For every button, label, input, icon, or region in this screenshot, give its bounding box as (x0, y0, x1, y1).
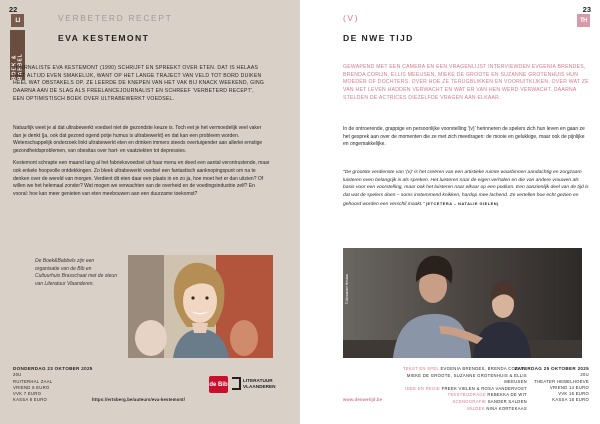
logo-line: LITERATUUR (243, 378, 273, 384)
event-line: VVK 7 EURO (13, 391, 42, 397)
section-tag-icon: LI (11, 14, 24, 27)
credit-row (386, 406, 527, 413)
article-kicker: VERBETERD RECEPT (58, 13, 173, 23)
event-line: KASSA 8 EURO (13, 397, 48, 403)
section-vertical-label: BOEK & BABBEL (10, 30, 25, 80)
credit-row (386, 373, 527, 386)
credit-value: NINA KORTEKAAS (486, 405, 527, 411)
credit-value: SANDER SALDEN (487, 398, 527, 404)
photo-credit: © Alexander Hesbos (345, 273, 349, 304)
literatuur-vlaanderen-text (243, 378, 276, 389)
event-details (13, 366, 93, 404)
event-line: VVK 16 EURO (558, 391, 589, 397)
credit-row (386, 399, 527, 406)
credit-value: FREEK VIELEN & ROSA VANDERVOST (441, 385, 527, 391)
credit-row (386, 366, 527, 373)
press-quote (343, 169, 590, 209)
event-line: VRIEND 14 EURO (549, 384, 589, 390)
quote-credit: (ETCETERA – NATALIE GIELEN) (425, 200, 499, 206)
article-headline: DE NWE TIJD (343, 33, 414, 43)
author-portrait-image (128, 255, 273, 358)
page-number: 23 (582, 5, 591, 14)
article-intro: JOURNALISTE EVA KESTEMONT (1990) SCHRIJFT EN SPREEKT OVER ETEN. DAT IS HELAAS NIET ALTIJD EVEN SMAKELIJK, WANT OP HET LANGE TRAJECT VAN VELD TOT BORD DUIKEN HEEL WAT OBSTAKELS OP. ZE LEERDE DE KNEPEN VAN HET VAK BIJ KNACK WEEKEND, GING DAARNA AAN DE SLAG ALS FREELANCEJOURNALIST EN SCHREEF 'VERBETERD RECEPT', EEN OPTIMISTISCH BOEK OVER ULTRABEWERKT VOEDSEL. (13, 65, 265, 102)
event-line: KASSA 18 EURO (552, 397, 589, 403)
literatuur-vlaanderen-logo (232, 377, 276, 390)
credit-role: TEKSTBIJDRAGE (447, 392, 486, 398)
credit-value: EVGENIA BRENDES, BRENDA CORIJN, (440, 366, 527, 371)
credit-role: MUZIEK (467, 405, 485, 411)
event-line: VRIEND 6 EURO (13, 384, 50, 390)
sponsor-caption: De Boek&Babbels zijn een organisatie van de Bib en Cultuurhuis Brasschaat met de steun van Literatuur Vlaanderen. (35, 258, 117, 287)
performance-image (343, 248, 582, 358)
performance-photo (343, 248, 582, 358)
credit-role: TEKST EN SPEL (402, 366, 439, 371)
author-link[interactable]: https://ertsberg.be/auteurs/eva-kestemont/ (92, 397, 186, 402)
article-intro: GEWAPEND MET EEN CAMERA EN EEN VRAGENLIJST INTERVIEWDEN EVGENIA BRENDES, BRENDA CORIJN, ELLIS MEEUSEN, MIEKE DE GROOTE EN SUZANNE GROTENHUIS HUN MOEDER OF DOCHTERS. OVER HOE ZE TERUGBLIKKEN EN VOORUITKIJKEN. OVER WAT ZE VAN HET LEVEN HADDEN VERWACHT EN WAT ER VAN HEN WERD VERWACHT. DAARNA STELDEN DE ACTRICES DIEZELFDE VRAGEN AAN ELKAAR. (343, 64, 589, 101)
page-number: 22 (9, 5, 18, 14)
body-paragraph: Kestemont schrapte een maand lang al het fabrieksvoedsel uit haar menu en deed een aantal verontrustende, maar ook enkele hoopvolle ontdekkingen. Zo bleek ultrabewerkt voedsel een fantastisch aanknopingspunt om na te denken over de wereld van morgen. Verdient dit eten daar een plaats in en zo ja, hoe moet het er dan uitzien? Of willen we het helemaal zonder? Wat mogen we verwachten van de overheid en de voedingsindustrie zelf? En vooral: hoe kan meer genieten van eten meebouwen aan een duurzame toekomst? (13, 160, 270, 197)
article-kicker: (V) (343, 13, 360, 23)
event-date: DONDERDAG 23 OKTOBER 2025 (13, 366, 93, 371)
article-headline: EVA KESTEMONT (58, 33, 150, 43)
event-line: THEATER HEMELHOEVE (534, 378, 589, 384)
body-paragraph: Natuurlijk weet je al dat ultrabewerkt voedsel niet de gezondste keuze is. Toch eet je het vermoedelijk veel vaker dan je denkt (ja, ook dat gezond ogend potje humus is ultrabewerkt) en dat kan een probleem worden. Wetenschappelijk onderzoek linkt ultrabewerkt eten en drinken immers steeds overtuigender aan allerlei ernstige gezondheidsproblemen, van obesitas over hart- en vaatziekten tot depressies. (13, 125, 263, 154)
event-line: 20U (580, 372, 589, 378)
author-photo (128, 255, 273, 358)
right-page (300, 0, 600, 424)
credit-row (386, 392, 527, 399)
logo-line: VLAANDEREN (243, 383, 276, 389)
event-details (515, 366, 589, 404)
credit-value: REBEKKA DE WIT (487, 392, 527, 398)
event-line: RUITERHAL ZAAL (13, 378, 53, 384)
credit-role: SCENOGRAFIE (452, 398, 487, 404)
credit-value: MIEKE DE GROOTE, SUZANNE GROTENHUIS & ELLIS MEEUSEN (406, 372, 527, 385)
article-body (13, 125, 271, 203)
credit-row (386, 386, 527, 393)
body-paragraph: In de ontroerende, grappige en persoonlijke voorstelling '(v)' herinneren de spelers zich hun leven en gaan ze het gesprek aan over de momenten die ze met zich meedragen: de mooie en gelukkige, maar ook de pijnlijke en ongemakkelijke. (343, 126, 585, 148)
literatuur-vlaanderen-mark-icon (232, 377, 241, 390)
production-credits (386, 366, 527, 412)
quote-text: "De grootste verdienste van '(v)' is het creëren van een artistieke ruimte waarbinnen aandachtig en zorgzaam luisteren even belangrijk is als spreken. Het luisteren naar de eigen verhalen en die van andere vrouwen als basis voor een voorstelling, maar ook het luisteren naar elkaar op een podium. Een aanzienlijk deel van de tijd is dat wat de spelers doen – soms instemmend knikken, hardop mee lachend. Ze vertellen hoe echt gezien en gehoord worden een verschil maakt." (343, 170, 589, 207)
article-body (343, 126, 590, 154)
credit-role: IDEE EN REGIE (405, 385, 441, 391)
production-link[interactable]: www.denwetijd.be (343, 397, 383, 402)
event-line: 20U (13, 372, 22, 378)
event-date: ZATERDAG 25 OKTOBER 2025 (514, 366, 589, 371)
bib-logo: de Bib (209, 376, 228, 393)
section-tag-icon: TH (577, 14, 590, 27)
